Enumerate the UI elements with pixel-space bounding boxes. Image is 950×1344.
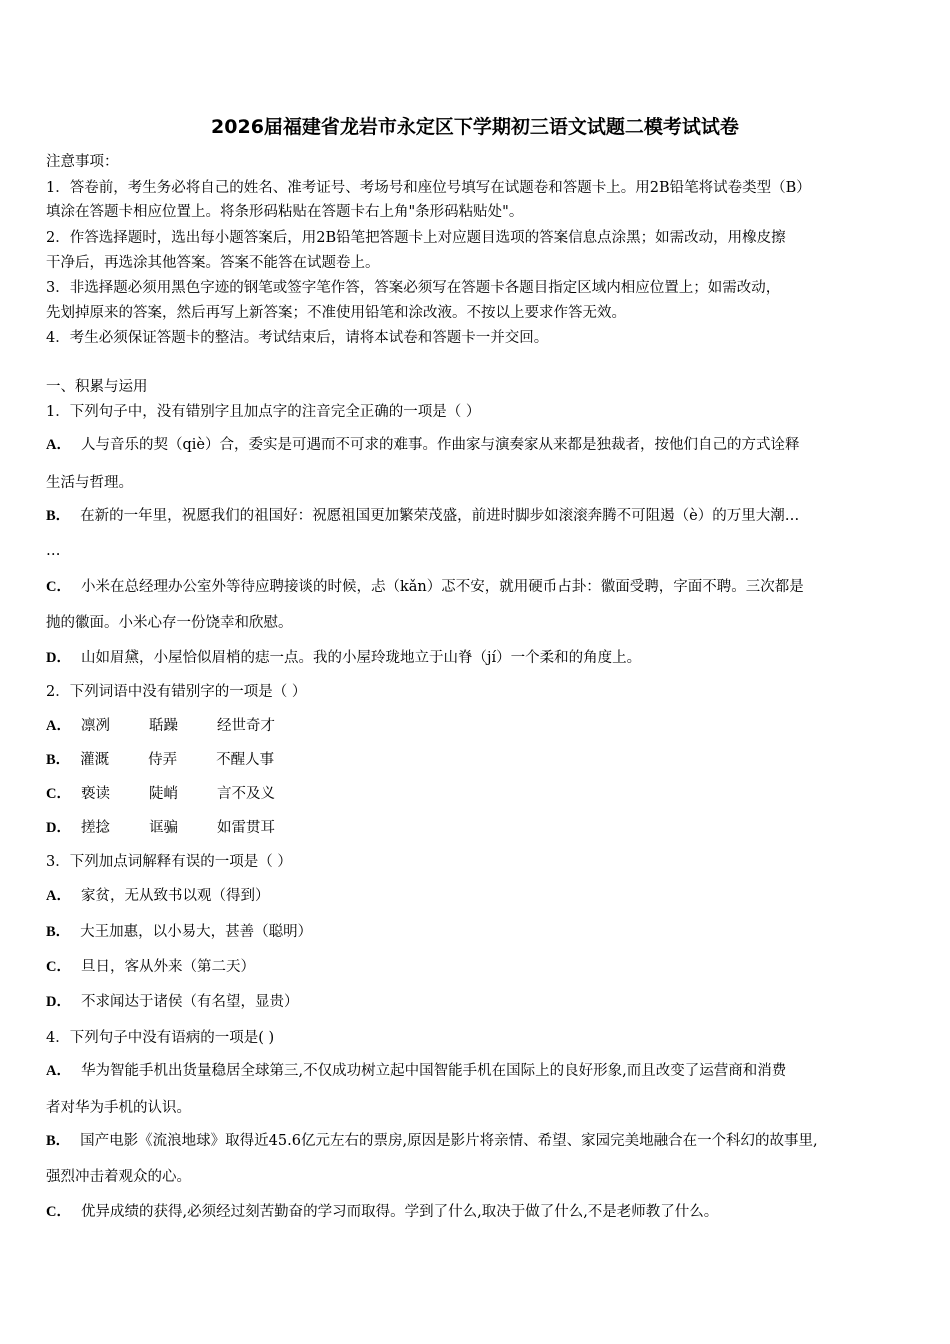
notice-line: 2．作答选择题时，选出每小题答案后，用2B铅笔把答题卡上对应题目选项的答案信息点涂黑；如需改动，用橡皮擦 [46,230,786,246]
option-word: 凛冽 [80,718,110,734]
notice-line: 3．非选择题必须用黑色字迹的钢笔或签字笔作答，答案必须写在答题卡各题目指定区域内相应位置上；如需改动， [46,280,781,296]
option-text: 旦日，客从外来（第二天） [80,959,255,975]
option-letter: B． [46,752,71,768]
option-letter: C． [46,1204,71,1220]
option-word: 聒躁 [148,718,178,734]
section-heading: 一、积累与运用 [46,379,148,395]
option-letter: B． [46,508,71,524]
question-1-option-c-cont: 抛的徽面。小米心存一份饶幸和欣慰。 [46,615,293,631]
question-3-option-a [46,886,269,906]
option-text: 大王加惠，以小易大，甚善（聪明） [80,924,313,940]
exam-title: 2026届福建省龙岩市永定区下学期初三语文试题二模考试试卷 [211,116,739,138]
question-4-option-c [46,1202,718,1222]
option-word: 如雷贯耳 [216,820,275,836]
question-1-option-b [46,506,799,526]
option-letter: A． [46,718,71,734]
option-letter: D． [46,650,71,666]
question-4-option-b-cont: 强烈冲击着观众的心。 [46,1169,191,1185]
question-4-option-a [46,1061,786,1081]
option-text: 家贫，无从致书以观（得到） [80,888,270,904]
option-letter: C． [46,786,71,802]
option-letter: A． [46,437,71,453]
option-word: 侍弄 [148,752,178,768]
option-word: 诓骗 [148,820,178,836]
question-3-option-b [46,922,312,942]
option-letter: D． [46,994,71,1010]
option-text: 山如眉黛，小屋恰似眉梢的痣一点。我的小屋玲珑地立于山脊（jí）一个柔和的角度上。 [80,650,642,666]
option-text: 优异成绩的获得,必须经过刻苦勤奋的学习而取得。学到了什么,取决于做了什么,不是老师教了什么。 [80,1204,719,1220]
question-1-option-a-cont: 生活与哲理。 [46,475,133,491]
notice-line: 先划掉原来的答案，然后再写上新答案；不准使用铅笔和涂改液。不按以上要求作答无效。 [46,305,626,321]
option-word: 言不及义 [216,786,275,802]
question-4-option-b [46,1131,818,1151]
option-text: 在新的一年里，祝愿我们的祖国好：祝愿祖国更加繁荣茂盛，前进时脚步如滚滚奔腾不可阻遏（è）的万里大潮… [80,508,800,524]
notice-line: 1．答卷前，考生务必将自己的姓名、准考证号、考场号和座位号填写在试题卷和答题卡上。用2B铅笔将试卷类型（B） [46,180,811,196]
option-word: 陡峭 [148,786,178,802]
question-2-option-a [46,716,275,736]
option-word: 不醒人事 [216,752,275,768]
option-text: 国产电影《流浪地球》取得近45.6亿元左右的票房,原因是影片将亲情、希望、家园完美地融合在一个科幻的故事里, [80,1133,818,1149]
option-text: 人与音乐的契（qiè）合，委实是可遇而不可求的难事。作曲家与演奏家从来都是独裁者，按他们自己的方式诠释 [80,437,800,453]
option-word: 经世奇才 [216,718,275,734]
notice-line: 4．考生必须保证答题卡的整洁。考试结束后，请将本试卷和答题卡一并交回。 [46,330,549,346]
question-4-option-a-cont: 者对华为手机的认识。 [46,1100,191,1116]
notice-heading: 注意事项： [46,154,119,170]
question-3-option-c [46,957,255,977]
option-letter: A． [46,1063,71,1079]
question-1-stem: 1．下列句子中，没有错别字且加点字的注音完全正确的一项是（ ） [46,404,481,420]
question-1-option-b-cont: … [46,543,61,559]
question-3-option-d [46,992,298,1012]
option-letter: D． [46,820,71,836]
option-word: 亵读 [80,786,110,802]
question-3-stem: 3．下列加点词解释有误的一项是（ ） [46,854,292,870]
option-letter: B． [46,1133,71,1149]
option-letter: A． [46,888,71,904]
notice-line: 填涂在答题卡相应位置上。将条形码粘贴在答题卡右上角"条形码粘贴处"。 [46,204,524,220]
question-2-option-d [46,818,275,838]
question-2-option-b [46,750,274,770]
option-text: 小米在总经理办公室外等待应聘接谈的时候，忐（kǎn）忑不安，就用硬币占卦：徽面受聘，字面不聘。三次都是 [80,579,804,595]
option-text: 华为智能手机出货量稳居全球第三,不仅成功树立起中国智能手机在国际上的良好形象,而且改变了运营商和消费 [80,1063,787,1079]
question-1-option-d [46,648,641,668]
option-word: 灌溉 [80,752,110,768]
question-4-stem: 4．下列句子中没有语病的一项是( ) [46,1030,275,1046]
question-2-option-c [46,784,275,804]
option-text: 不求闻达于诸侯（有名望，显贵） [80,994,299,1010]
option-letter: C． [46,959,71,975]
option-word: 搓捻 [80,820,110,836]
question-2-stem: 2．下列词语中没有错别字的一项是（ ） [46,684,307,700]
option-letter: C． [46,579,71,595]
notice-line: 干净后，再选涂其他答案。答案不能答在试题卷上。 [46,255,380,271]
question-1-option-a [46,435,799,455]
question-1-option-c [46,577,804,597]
option-letter: B． [46,924,71,940]
